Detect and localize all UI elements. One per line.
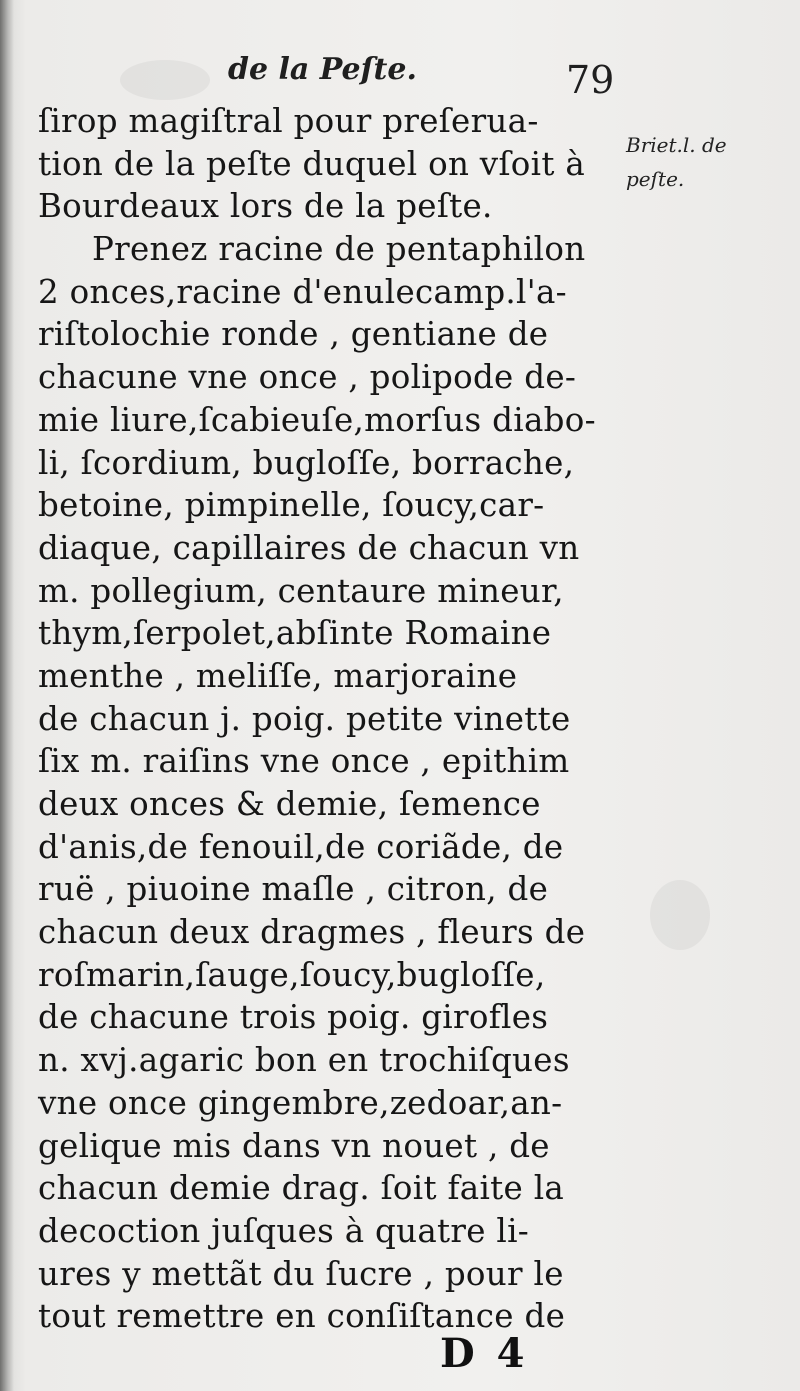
margin-note-line: Briet.l. de [626,133,727,157]
text-line: decoction juſques à quatre li- [38,1211,530,1250]
page-gutter-shadow [0,0,14,1391]
text-line: de chacune trois poig. girofles [38,998,549,1037]
text-line: mie liure,ſcabieuſe,morſus diabo- [38,400,596,439]
text-line: 2 onces,racine d'enulecamp.l'a- [38,272,567,311]
text-line: tion de la peſte duquel on vſoit à [38,144,586,183]
text-line: Bourdeaux lors de la peſte. [38,187,493,226]
text-line: ſirop magiſtral pour preſerua- [38,102,539,140]
body-text [38,100,628,1338]
margin-note [626,128,796,196]
text-line: chacun deux dragmes , fleurs de [38,913,586,952]
text-line: riſtolochie ronde , gentiane de [38,315,549,354]
text-line: vne once gingembre,zedoar,an- [38,1083,563,1122]
text-line: deux onces & demie, ſemence [38,785,541,823]
text-line: gelique mis dans vn nouet , de [38,1126,550,1165]
signature-mark: D 4 [440,1330,529,1377]
text-line: Prenez racine de pentaphilon [92,230,586,269]
running-title: de la Peſte. [228,52,417,87]
text-line: chacune vne once , polipode de- [38,358,577,397]
text-line: ruë , piuoine maſle , citron, de [38,870,549,909]
text-line: diaque, capillaires de chacun vn [38,528,580,567]
text-line: menthe , meliſſe, marjoraine [38,656,518,695]
paper-stain [120,60,210,100]
text-line: chacun demie drag. ſoit faite la [38,1169,565,1208]
page-number: 79 [566,58,615,102]
text-line: d'anis,de fenouil,de coriãde, de [38,827,564,866]
text-line: m. pollegium, centaure mineur, [38,571,564,610]
text-line: n. xvj.agaric bon en trochiſques [38,1041,570,1080]
text-line: betoine, pimpinelle, ſoucy,car- [38,486,545,525]
text-line: tout remettre en conſiſtance de [38,1297,566,1336]
text-line: thym,ſerpolet,abſinte Romaine [38,614,552,653]
text-line: li, ſcordium, bugloſſe, borrache, [38,443,575,482]
text-line: de chacun j. poig. petite vinette [38,699,571,738]
margin-note-line: peſte. [626,167,685,191]
text-line: ures y mettãt du ſucre , pour le [38,1254,564,1293]
text-line: roſmarin,ſauge,ſoucy,bugloſſe, [38,955,546,994]
paper-stain [650,880,710,950]
text-line: ſix m. raiſins vne once , epithim [38,742,570,781]
